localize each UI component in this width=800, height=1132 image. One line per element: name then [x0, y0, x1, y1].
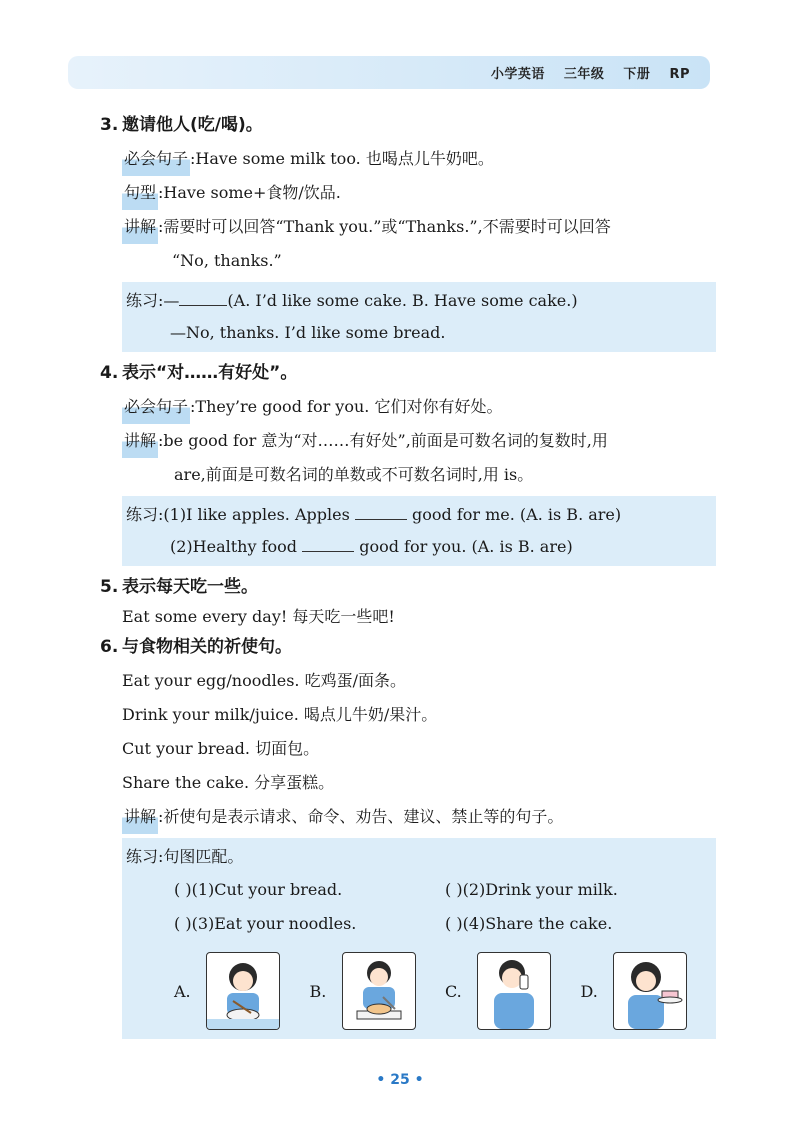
- s3-practice-box: [122, 282, 716, 352]
- option-a: A.: [174, 952, 310, 1030]
- s6-practice-title: 练习:句图匹配。: [126, 847, 244, 866]
- s4-explain-cont: are,前面是可数名词的单数或不可数名词时,用 is。: [174, 465, 534, 484]
- boy-drinking-milk-image: [477, 952, 551, 1030]
- answer-blank[interactable]: [179, 287, 227, 306]
- s3-practice-line1: 练习:— (A. I’d like some cake. B. Have some cake.): [126, 285, 716, 317]
- explain-label: 讲解: [122, 210, 158, 244]
- s6-practice-box: [122, 838, 716, 1039]
- s6-explain: 讲解 :祈使句是表示请求、命令、劝告、建议、禁止等的句子。: [122, 800, 720, 834]
- header-bar: [68, 56, 710, 89]
- explain-label: 讲解: [122, 800, 158, 834]
- section-4-title: 4. 表示“对……有好处”。: [100, 363, 298, 383]
- match-item-3[interactable]: ( )(3)Eat your noodles.: [174, 914, 357, 933]
- option-d: D.: [581, 952, 717, 1030]
- pattern-label: 句型: [122, 176, 158, 210]
- match-row-2: [126, 907, 716, 941]
- match-item-1[interactable]: ( )(1)Cut your bread.: [174, 880, 343, 899]
- s4-practice-line1: 练习:(1)I like apples. Apples good for me. (A. is B. are): [126, 499, 716, 531]
- s4-practice-box: [122, 496, 716, 566]
- match-item-2[interactable]: ( )(2)Drink your milk.: [445, 880, 618, 899]
- s3-explain-cont: “No, thanks.”: [172, 251, 282, 270]
- match-row-1: [126, 873, 716, 907]
- s3-must-sentence: 必会句子 :Have some milk too. 也喝点儿牛奶吧。: [122, 142, 720, 176]
- option-b: B.: [310, 952, 446, 1030]
- explain-label: 讲解: [122, 424, 158, 458]
- girl-eating-noodles-image: [206, 952, 280, 1030]
- s3-practice-line2: —No, thanks. I’d like some bread.: [170, 323, 446, 342]
- match-item-4[interactable]: ( )(4)Share the cake.: [445, 914, 613, 933]
- answer-blank[interactable]: [302, 533, 354, 552]
- page-number: • 25 •: [376, 1072, 424, 1088]
- s3-explain: 讲解 :需要时可以回答“Thank you.”或“Thanks.”,不需要时可以回答: [122, 210, 720, 244]
- header-text: [477, 63, 690, 82]
- option-c: C.: [445, 952, 581, 1030]
- s6-line4: Share the cake. 分享蛋糕。: [122, 773, 335, 792]
- s4-must-sentence: 必会句子 :They’re good for you. 它们对你有好处。: [122, 390, 720, 424]
- header-volume: 下册: [623, 67, 651, 82]
- header-book: 小学英语: [490, 67, 545, 82]
- s4-explain: 讲解 :be good for 意为“对……有好处”,前面是可数名词的复数时,用: [122, 424, 720, 458]
- s6-line1: Eat your egg/noodles. 吃鸡蛋/面条。: [122, 671, 406, 690]
- picture-options: [174, 949, 716, 1033]
- s6-line2: Drink your milk/juice. 喝点儿牛奶/果汁。: [122, 705, 438, 724]
- header-edition: RP: [669, 67, 690, 82]
- page-content: [100, 112, 720, 1045]
- must-label: 必会句子: [122, 142, 190, 176]
- s5-line1: Eat some every day! 每天吃一些吧!: [122, 607, 395, 626]
- section-6-title: 6. 与食物相关的祈使句。: [100, 637, 292, 657]
- section-3-title: 3. 邀请他人(吃/喝)。: [100, 115, 263, 135]
- must-label: 必会句子: [122, 390, 190, 424]
- girl-sharing-cake-image: [613, 952, 687, 1030]
- header-grade: 三年级: [563, 67, 605, 82]
- boy-cutting-bread-image: [342, 952, 416, 1030]
- s4-practice-line2: (2)Healthy food good for you. (A. is B. are): [170, 531, 716, 563]
- section-5-title: 5. 表示每天吃一些。: [100, 577, 258, 597]
- s3-pattern: 句型 :Have some+食物/饮品.: [122, 176, 720, 210]
- answer-blank[interactable]: [355, 501, 407, 520]
- s6-line3: Cut your bread. 切面包。: [122, 739, 320, 758]
